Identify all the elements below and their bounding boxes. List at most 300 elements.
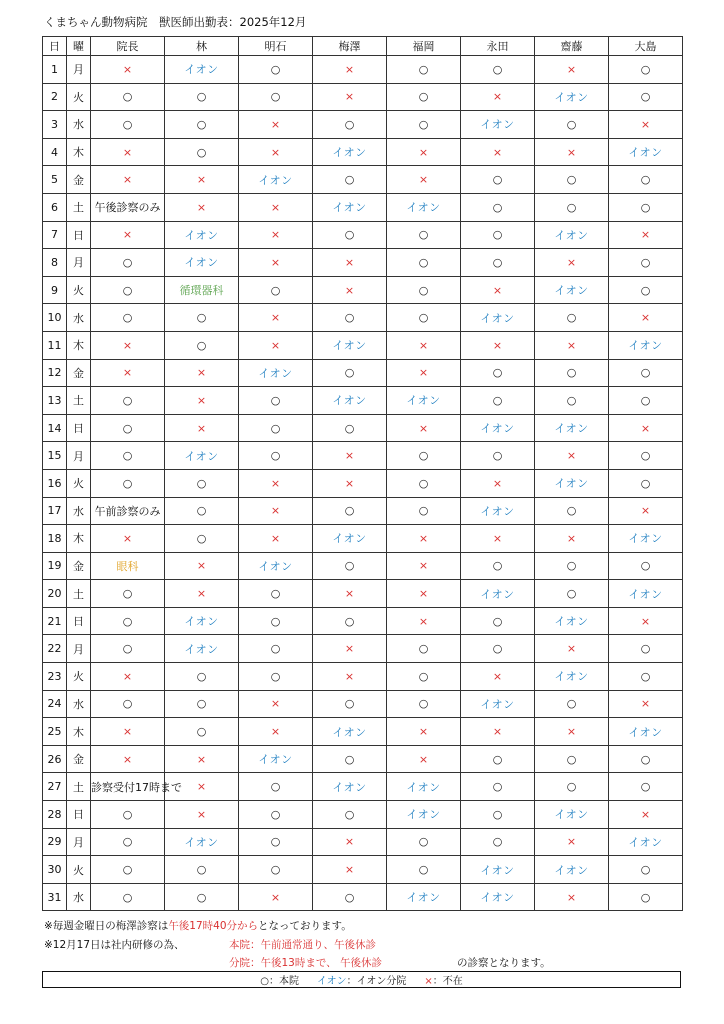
main-clinic-mark: ○ [609, 745, 683, 773]
aeon-branch-mark: イオン [165, 442, 239, 470]
main-clinic-mark: ○ [461, 56, 535, 84]
main-clinic-mark: ○ [165, 883, 239, 911]
main-clinic-mark: ○ [387, 442, 461, 470]
main-clinic-mark: ○ [239, 387, 313, 415]
main-clinic-mark: ○ [165, 138, 239, 166]
absent-mark: × [461, 525, 535, 553]
main-clinic-mark: ○ [313, 221, 387, 249]
main-clinic-mark: ○ [461, 635, 535, 663]
note-line-2 [44, 937, 185, 952]
main-clinic-mark: ○ [239, 276, 313, 304]
absent-mark: × [165, 745, 239, 773]
absent-mark: × [91, 525, 165, 553]
absent-mark: × [461, 718, 535, 746]
absent-mark: × [239, 718, 313, 746]
absent-mark: × [313, 276, 387, 304]
absent-mark: × [239, 469, 313, 497]
table-row [43, 249, 683, 277]
note-line-1 [44, 918, 352, 933]
weekday-cell: 土 [67, 387, 91, 415]
absent-mark: × [535, 883, 609, 911]
day-cell: 4 [43, 138, 67, 166]
absent-mark: × [313, 442, 387, 470]
main-clinic-mark: ○ [165, 497, 239, 525]
header-doctor: 梅澤 [313, 37, 387, 56]
main-clinic-mark: ○ [387, 828, 461, 856]
weekday-cell: 月 [67, 442, 91, 470]
aeon-branch-mark: イオン [165, 249, 239, 277]
main-clinic-mark: ○ [461, 359, 535, 387]
note-line-2-highlight: 本院：午前通常通り、午後休診 [229, 939, 376, 951]
aeon-branch-mark: イオン [461, 856, 535, 884]
absent-mark: × [313, 580, 387, 608]
table-row [43, 193, 683, 221]
main-clinic-mark: ○ [461, 221, 535, 249]
note-highlight: 午後17時40分から [168, 920, 259, 932]
aeon-branch-mark: イオン [165, 607, 239, 635]
day-cell: 29 [43, 828, 67, 856]
table-row [43, 442, 683, 470]
main-clinic-mark: ○ [165, 690, 239, 718]
table-row [43, 138, 683, 166]
main-clinic-mark: ○ [609, 387, 683, 415]
day-cell: 25 [43, 718, 67, 746]
main-clinic-mark: ○ [91, 276, 165, 304]
schedule-table [42, 36, 683, 911]
day-cell: 22 [43, 635, 67, 663]
main-clinic-mark: ○ [535, 552, 609, 580]
main-clinic-mark: ○ [461, 442, 535, 470]
main-clinic-mark: ○ [387, 249, 461, 277]
table-row [43, 276, 683, 304]
main-clinic-mark: ○ [165, 111, 239, 139]
main-symbol-icon: ○ [260, 976, 269, 987]
absent-mark: × [239, 304, 313, 332]
main-clinic-mark: ○ [165, 663, 239, 691]
aeon-branch-mark: イオン [313, 387, 387, 415]
aeon-branch-mark: イオン [387, 387, 461, 415]
weekday-cell: 水 [67, 111, 91, 139]
day-cell: 26 [43, 745, 67, 773]
absent-mark: × [239, 883, 313, 911]
main-clinic-mark: ○ [461, 166, 535, 194]
main-clinic-mark: ○ [313, 304, 387, 332]
aeon-branch-mark: イオン [535, 414, 609, 442]
note-line-3-highlight: 分院：午後13時まで、 午後休診 [229, 957, 382, 969]
table-row [43, 387, 683, 415]
table-row [43, 828, 683, 856]
aeon-branch-mark: イオン [313, 193, 387, 221]
weekday-cell: 火 [67, 856, 91, 884]
main-clinic-mark: ○ [535, 111, 609, 139]
absent-mark: × [387, 552, 461, 580]
main-clinic-mark: ○ [609, 56, 683, 84]
table-row [43, 56, 683, 84]
absent-mark: × [239, 249, 313, 277]
absent-mark: × [313, 663, 387, 691]
table-row [43, 745, 683, 773]
aeon-branch-mark: イオン [313, 718, 387, 746]
note-text: ※毎週金曜日の梅澤診察は [44, 920, 169, 932]
absent-mark: × [165, 414, 239, 442]
main-clinic-mark: ○ [313, 497, 387, 525]
main-clinic-mark: ○ [165, 856, 239, 884]
day-cell: 31 [43, 883, 67, 911]
aeon-branch-mark: イオン [165, 635, 239, 663]
main-clinic-mark: ○ [313, 801, 387, 829]
main-clinic-mark: ○ [91, 249, 165, 277]
absent-mark: × [165, 359, 239, 387]
main-clinic-mark: ○ [387, 497, 461, 525]
main-clinic-mark: ○ [609, 359, 683, 387]
absent-mark: × [313, 828, 387, 856]
absent-mark: × [239, 138, 313, 166]
absent-mark: × [609, 221, 683, 249]
header-doctor: 院長 [91, 37, 165, 56]
day-cell: 17 [43, 497, 67, 525]
main-clinic-mark: ○ [535, 304, 609, 332]
absent-mark: × [609, 607, 683, 635]
header-doctor: 福岡 [387, 37, 461, 56]
table-row [43, 304, 683, 332]
absent-mark: × [91, 718, 165, 746]
header-doctor: 林 [165, 37, 239, 56]
absent-mark: × [387, 166, 461, 194]
main-clinic-mark: ○ [387, 276, 461, 304]
table-row [43, 580, 683, 608]
main-clinic-mark: ○ [461, 607, 535, 635]
main-clinic-mark: ○ [461, 387, 535, 415]
absent-mark: × [239, 497, 313, 525]
special-note-cell: 午前診察のみ [91, 497, 165, 525]
weekday-cell: 土 [67, 580, 91, 608]
day-cell: 3 [43, 111, 67, 139]
absent-mark: × [535, 718, 609, 746]
day-cell: 8 [43, 249, 67, 277]
day-cell: 10 [43, 304, 67, 332]
weekday-cell: 日 [67, 414, 91, 442]
main-clinic-mark: ○ [239, 663, 313, 691]
main-clinic-mark: ○ [461, 773, 535, 801]
main-clinic-mark: ○ [313, 690, 387, 718]
aeon-branch-mark: イオン [387, 193, 461, 221]
header-doctor: 齋藤 [535, 37, 609, 56]
main-clinic-mark: ○ [535, 745, 609, 773]
table-row [43, 469, 683, 497]
absent-mark: × [313, 83, 387, 111]
weekday-cell: 水 [67, 690, 91, 718]
day-cell: 21 [43, 607, 67, 635]
page-title: くまちゃん動物病院 獣医師出勤表：2025年12月 [44, 15, 307, 29]
main-clinic-mark: ○ [313, 359, 387, 387]
weekday-cell: 月 [67, 635, 91, 663]
main-clinic-mark: ○ [609, 635, 683, 663]
aeon-branch-mark: イオン [239, 166, 313, 194]
absent-mark: × [91, 745, 165, 773]
main-clinic-mark: ○ [535, 773, 609, 801]
table-row [43, 414, 683, 442]
absent-mark: × [535, 828, 609, 856]
aeon-branch-mark: イオン [461, 690, 535, 718]
special-note-cell: 循環器科 [165, 276, 239, 304]
main-clinic-mark: ○ [387, 304, 461, 332]
main-clinic-mark: ○ [461, 801, 535, 829]
aeon-branch-mark: イオン [535, 469, 609, 497]
aeon-branch-mark: イオン [609, 580, 683, 608]
main-clinic-mark: ○ [91, 856, 165, 884]
main-clinic-mark: ○ [535, 580, 609, 608]
main-clinic-mark: ○ [535, 193, 609, 221]
main-clinic-mark: ○ [387, 83, 461, 111]
weekday-cell: 火 [67, 83, 91, 111]
main-clinic-mark: ○ [239, 773, 313, 801]
absent-mark: × [461, 469, 535, 497]
day-cell: 19 [43, 552, 67, 580]
header-doctor: 明石 [239, 37, 313, 56]
absent-mark: × [609, 497, 683, 525]
note-text: となっております。 [258, 920, 352, 932]
main-clinic-mark: ○ [91, 442, 165, 470]
day-cell: 11 [43, 331, 67, 359]
aeon-branch-mark: イオン [535, 856, 609, 884]
legend-label: ：本院 [268, 976, 299, 987]
weekday-cell: 金 [67, 166, 91, 194]
weekday-cell: 水 [67, 304, 91, 332]
aeon-branch-mark: イオン [535, 607, 609, 635]
day-cell: 2 [43, 83, 67, 111]
aeon-branch-mark: イオン [609, 331, 683, 359]
absent-mark: × [165, 580, 239, 608]
main-clinic-mark: ○ [609, 773, 683, 801]
main-clinic-mark: ○ [91, 828, 165, 856]
day-cell: 1 [43, 56, 67, 84]
main-clinic-mark: ○ [165, 304, 239, 332]
table-row [43, 856, 683, 884]
table-row [43, 663, 683, 691]
weekday-cell: 月 [67, 56, 91, 84]
aeon-branch-mark: イオン [165, 828, 239, 856]
absent-mark: × [387, 414, 461, 442]
table-row [43, 635, 683, 663]
aeon-branch-mark: イオン [609, 718, 683, 746]
weekday-cell: 日 [67, 221, 91, 249]
main-clinic-mark: ○ [609, 856, 683, 884]
absent-mark: × [313, 249, 387, 277]
absent-mark: × [91, 331, 165, 359]
main-clinic-mark: ○ [461, 745, 535, 773]
legend-label: ：イオン分院 [346, 976, 407, 987]
main-clinic-mark: ○ [91, 387, 165, 415]
aeon-branch-mark: イオン [239, 745, 313, 773]
absent-symbol-icon: × [424, 976, 433, 987]
main-clinic-mark: ○ [313, 552, 387, 580]
aeon-branch-mark: イオン [461, 497, 535, 525]
main-clinic-mark: ○ [535, 166, 609, 194]
aeon-branch-mark: イオン [535, 663, 609, 691]
main-clinic-mark: ○ [387, 663, 461, 691]
main-clinic-mark: ○ [239, 801, 313, 829]
absent-mark: × [609, 414, 683, 442]
day-cell: 7 [43, 221, 67, 249]
absent-mark: × [461, 331, 535, 359]
special-note-cell: 午後診察のみ [91, 193, 165, 221]
main-clinic-mark: ○ [91, 635, 165, 663]
absent-mark: × [535, 525, 609, 553]
table-row [43, 801, 683, 829]
main-clinic-mark: ○ [313, 607, 387, 635]
table-row [43, 83, 683, 111]
absent-mark: × [165, 552, 239, 580]
weekday-cell: 木 [67, 718, 91, 746]
main-clinic-mark: ○ [535, 690, 609, 718]
main-clinic-mark: ○ [387, 469, 461, 497]
absent-mark: × [609, 304, 683, 332]
absent-mark: × [165, 387, 239, 415]
absent-mark: × [165, 801, 239, 829]
main-clinic-mark: ○ [239, 83, 313, 111]
aeon-branch-mark: イオン [609, 828, 683, 856]
weekday-cell: 月 [67, 828, 91, 856]
weekday-cell: 金 [67, 359, 91, 387]
table-row [43, 883, 683, 911]
main-clinic-mark: ○ [239, 414, 313, 442]
table-row [43, 690, 683, 718]
table-row [43, 607, 683, 635]
absent-mark: × [535, 138, 609, 166]
main-clinic-mark: ○ [165, 331, 239, 359]
absent-mark: × [91, 166, 165, 194]
main-clinic-mark: ○ [609, 83, 683, 111]
weekday-cell: 木 [67, 525, 91, 553]
day-cell: 13 [43, 387, 67, 415]
absent-mark: × [165, 773, 239, 801]
absent-mark: × [313, 469, 387, 497]
absent-mark: × [535, 635, 609, 663]
main-clinic-mark: ○ [609, 193, 683, 221]
main-clinic-mark: ○ [535, 359, 609, 387]
legend-absent [424, 972, 462, 987]
aeon-branch-mark: イオン [387, 883, 461, 911]
weekday-cell: 日 [67, 607, 91, 635]
main-clinic-mark: ○ [609, 442, 683, 470]
day-cell: 27 [43, 773, 67, 801]
note-text: ※12月17日は社内研修の為、 [44, 939, 185, 951]
absent-mark: × [313, 856, 387, 884]
weekday-cell: 水 [67, 497, 91, 525]
main-clinic-mark: ○ [239, 828, 313, 856]
header-row [43, 37, 683, 56]
header-doctor: 永田 [461, 37, 535, 56]
absent-mark: × [461, 276, 535, 304]
absent-mark: × [535, 442, 609, 470]
aeon-branch-mark: イオン [239, 359, 313, 387]
day-cell: 16 [43, 469, 67, 497]
main-clinic-mark: ○ [313, 883, 387, 911]
table-row [43, 718, 683, 746]
absent-mark: × [239, 331, 313, 359]
aeon-branch-mark: イオン [461, 580, 535, 608]
absent-mark: × [239, 525, 313, 553]
main-clinic-mark: ○ [239, 607, 313, 635]
main-clinic-mark: ○ [239, 635, 313, 663]
absent-mark: × [91, 359, 165, 387]
table-row [43, 525, 683, 553]
main-clinic-mark: ○ [387, 690, 461, 718]
main-clinic-mark: ○ [313, 111, 387, 139]
main-clinic-mark: ○ [91, 607, 165, 635]
weekday-cell: 木 [67, 331, 91, 359]
main-clinic-mark: ○ [91, 414, 165, 442]
main-clinic-mark: ○ [609, 883, 683, 911]
note-line-3-tail: の診察となります。 [457, 957, 551, 969]
day-cell: 30 [43, 856, 67, 884]
main-clinic-mark: ○ [239, 580, 313, 608]
main-clinic-mark: ○ [609, 166, 683, 194]
header-weekday: 曜 [67, 37, 91, 56]
aeon-branch-mark: イオン [461, 111, 535, 139]
aeon-branch-mark: イオン [165, 221, 239, 249]
aeon-branch-mark: イオン [239, 552, 313, 580]
day-cell: 12 [43, 359, 67, 387]
aeon-symbol: イオン [316, 976, 347, 987]
weekday-cell: 木 [67, 138, 91, 166]
absent-mark: × [91, 56, 165, 84]
day-cell: 6 [43, 193, 67, 221]
main-clinic-mark: ○ [387, 111, 461, 139]
main-clinic-mark: ○ [461, 249, 535, 277]
absent-mark: × [387, 745, 461, 773]
absent-mark: × [609, 111, 683, 139]
absent-mark: × [387, 607, 461, 635]
aeon-branch-mark: イオン [461, 414, 535, 442]
legend-aeon [317, 972, 406, 987]
main-clinic-mark: ○ [387, 221, 461, 249]
main-clinic-mark: ○ [609, 663, 683, 691]
main-clinic-mark: ○ [91, 690, 165, 718]
absent-mark: × [239, 690, 313, 718]
aeon-branch-mark: イオン [535, 801, 609, 829]
legend [42, 971, 681, 988]
main-clinic-mark: ○ [239, 56, 313, 84]
absent-mark: × [387, 359, 461, 387]
main-clinic-mark: ○ [91, 83, 165, 111]
absent-mark: × [461, 663, 535, 691]
main-clinic-mark: ○ [91, 801, 165, 829]
main-clinic-mark: ○ [609, 276, 683, 304]
day-cell: 18 [43, 525, 67, 553]
main-clinic-mark: ○ [91, 304, 165, 332]
main-clinic-mark: ○ [313, 414, 387, 442]
legend-label: ：不在 [432, 976, 463, 987]
weekday-cell: 火 [67, 663, 91, 691]
schedule-body [43, 56, 683, 911]
day-cell: 5 [43, 166, 67, 194]
main-clinic-mark: ○ [91, 883, 165, 911]
aeon-branch-mark: イオン [387, 773, 461, 801]
main-clinic-mark: ○ [387, 635, 461, 663]
main-clinic-mark: ○ [461, 828, 535, 856]
main-clinic-mark: ○ [313, 166, 387, 194]
aeon-branch-mark: イオン [313, 773, 387, 801]
absent-mark: × [609, 801, 683, 829]
main-clinic-mark: ○ [535, 387, 609, 415]
weekday-cell: 日 [67, 801, 91, 829]
aeon-branch-mark: イオン [313, 331, 387, 359]
special-note-cell: 眼科 [91, 552, 165, 580]
main-clinic-mark: ○ [609, 469, 683, 497]
weekday-cell: 火 [67, 469, 91, 497]
aeon-branch-mark: イオン [535, 276, 609, 304]
